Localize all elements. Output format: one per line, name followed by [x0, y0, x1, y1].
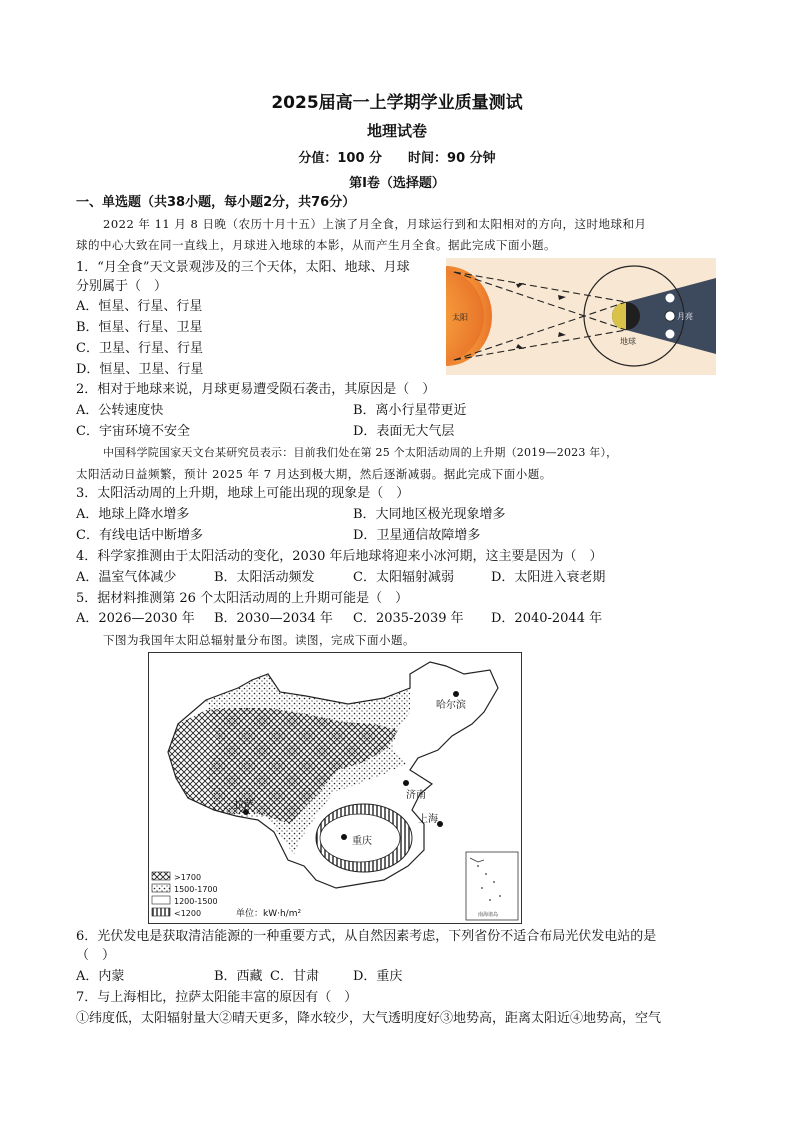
q3-option-c: C．有线电话中断增多: [76, 528, 203, 543]
material-1-line-1: 2022 年 11 月 8 日晚（农历十月十五）上演了月全食，月球运行到和太阳相对的方向，这时地球和月: [103, 217, 647, 231]
q1-option-a: A．恒星、行星、行星: [76, 299, 203, 314]
q2-option-c: C．宇宙环境不安全: [76, 424, 190, 439]
city-shanghai: 上海: [418, 814, 438, 825]
eclipse-diagram: [446, 258, 716, 375]
moon-label: 月亮: [677, 312, 693, 321]
q4-option-b: B．太阳活动频发: [214, 570, 315, 585]
section-heading: 一、单选题（共38小题，每小题2分，共76分）: [76, 195, 356, 210]
material-2-line-1: 中国科学院国家天文台某研究员表示：目前我们处在第 25 个太阳活动周的上升期（2019—2023 年），: [103, 446, 618, 459]
q4-option-a: A．温室气体减少: [76, 570, 177, 585]
city-chongqing: 重庆: [352, 836, 372, 847]
legend-3: 1200-1500: [174, 897, 218, 906]
material-3: 下图为我国年太阳总辐射量分布图。读图，完成下面小题。: [103, 633, 415, 647]
legend-1: >1700: [174, 873, 202, 882]
q1-stem-1: 1．“月全食”天文景观涉及的三个天体，太阳、地球、月球: [76, 260, 410, 275]
q2-option-d: D．表面无大气层: [353, 424, 455, 439]
q1-stem-2: 分别属于（ ）: [76, 279, 168, 294]
q5-option-d: D．2040-2044 年: [491, 611, 603, 626]
legend-4: <1200: [174, 909, 202, 918]
solar-radiation-map: [148, 652, 522, 924]
city-harbin: 哈尔滨: [436, 700, 466, 711]
inset-label: 南海诸岛: [478, 912, 499, 918]
q6-option-a: A．内蒙: [76, 969, 125, 984]
q1-option-b: B．恒星、行星、卫星: [76, 320, 203, 335]
q4-option-c: C．太阳辐射减弱: [353, 570, 454, 585]
q3-option-a: A．地球上降水增多: [76, 507, 190, 522]
material-1-line-2: 球的中心大致在同一直线上，月球进入地球的本影，从而产生月全食。据此完成下面小题。: [76, 238, 556, 252]
q2-stem: 2．相对于地球来说，月球更易遭受陨石袭击，其原因是（ ）: [76, 382, 436, 397]
q5-stem: 5．据材料推测第 26 个太阳活动周的上升期可能是（ ）: [76, 591, 409, 606]
q5-option-a: A．2026—2030 年: [76, 611, 195, 626]
moon-shape: [665, 311, 675, 321]
q1-option-d: D．恒星、卫星、行星: [76, 362, 204, 377]
q5-option-b: B．2030—2034 年: [214, 611, 333, 626]
earth-label: 地球: [620, 337, 636, 346]
q7-choices: ①纬度低，太阳辐射量大②晴天更多，降水较少，大气透明度好③地势高，距离太阳近④地势高，空气: [76, 1011, 662, 1026]
city-jinan: 济南: [406, 790, 426, 801]
q5-option-c: C．2035-2039 年: [353, 611, 464, 626]
city-lhasa: 拉萨: [234, 800, 254, 811]
q2-option-b: B．离小行星带更近: [353, 403, 467, 418]
score-time: 分值：100 分 时间：90 分钟: [298, 151, 496, 166]
sun-label: 太阳: [452, 313, 468, 322]
q6-stem-1: 6．光伏发电是获取清洁能源的一种重要方式，从自然因素考虑，下列省份不适合布局光伏发电站的是: [76, 929, 657, 944]
q2-option-a: A．公转速度快: [76, 403, 164, 418]
q3-option-b: B．大同地区极光现象增多: [353, 507, 506, 522]
part-title: 第Ⅰ卷（选择题）: [349, 176, 445, 191]
q6-option-c: C．甘肃: [270, 969, 319, 984]
legend-2: 1500-1700: [174, 885, 218, 894]
q7-stem: 7．与上海相比，拉萨太阳能丰富的原因有（ ）: [76, 990, 358, 1005]
q3-stem: 3．太阳活动周的上升期，地球上可能出现的现象是（ ）: [76, 486, 410, 501]
q6-option-b: B．西藏: [214, 969, 263, 984]
q6-stem-2: （ ）: [76, 948, 116, 963]
subject-title: 地理试卷: [366, 122, 427, 140]
map-unit: 单位：kW·h/m²: [236, 909, 302, 919]
material-2-line-2: 太阳活动日益频繁，预计 2025 年 7 月达到极大期，然后逐渐减弱。据此完成下面小题。: [76, 467, 552, 481]
q4-option-d: D．太阳进入衰老期: [491, 570, 606, 585]
exam-title: 2025届高一上学期学业质量测试: [271, 93, 523, 113]
q3-option-d: D．卫星通信故障增多: [353, 528, 481, 543]
south-china-sea-inset: [466, 852, 518, 920]
q6-option-d: D．重庆: [353, 969, 403, 984]
q4-stem: 4．科学家推测由于太阳活动的变化，2030 年后地球将迎来小冰河期，这主要是因为（ ）: [76, 549, 603, 564]
q1-option-c: C．卫星、行星、行星: [76, 341, 203, 356]
